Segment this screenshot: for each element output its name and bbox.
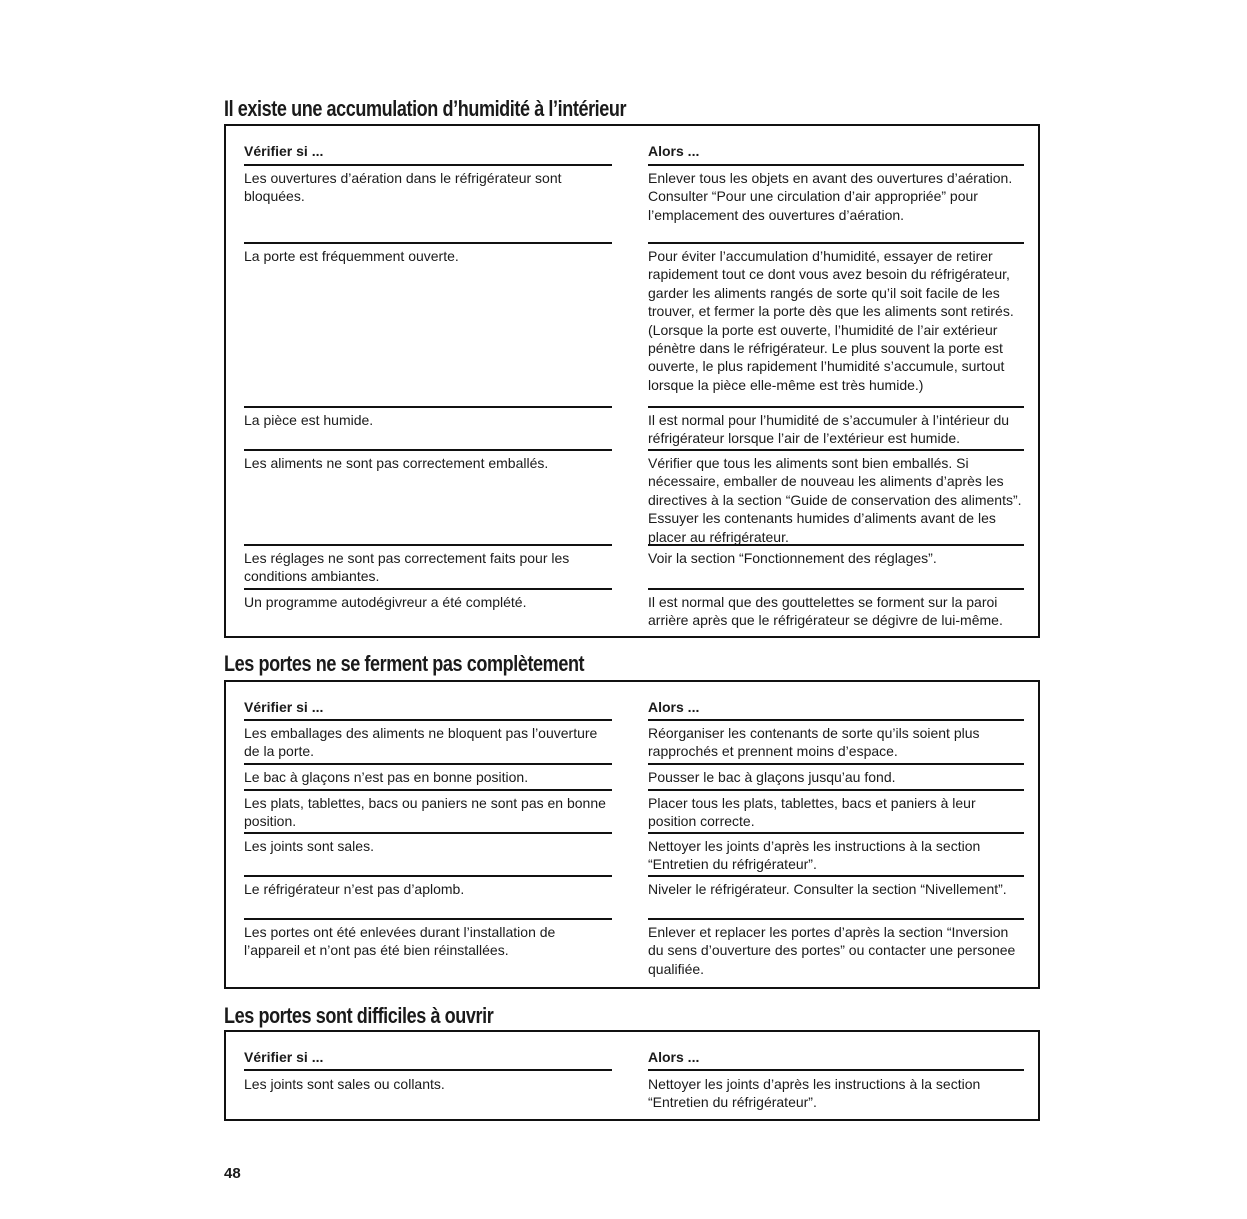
check-cell: Les joints sont sales ou collants.: [244, 1076, 445, 1092]
header-then: Alors ...: [648, 699, 700, 715]
section-title-doors-not-closing: Les portes ne se ferment pas complètement: [224, 651, 585, 676]
row-rule: [648, 242, 1024, 244]
row-rule: [648, 763, 1024, 765]
header-rule: [648, 164, 1024, 166]
row-rule: [244, 406, 612, 408]
then-cell: Nettoyer les joints d’après les instructions à la section “Entretien du réfrigérateur”.: [648, 1076, 981, 1111]
check-cell: Les ouvertures d’aération dans le réfrigérateur sont bloquées.: [244, 170, 562, 205]
check-cell: Les réglages ne sont pas correctement faits pour les conditions ambiantes.: [244, 550, 570, 585]
table-doors-hard-to-open: [224, 1030, 1040, 1121]
header-then: Alors ...: [648, 143, 700, 159]
row-rule: [648, 832, 1024, 834]
header-check: Vérifier si ...: [244, 143, 324, 159]
header-check: Vérifier si ...: [244, 699, 324, 715]
then-cell: Placer tous les plats, tablettes, bacs et paniers à leur position correcte.: [648, 795, 976, 830]
check-cell: La porte est fréquemment ouverte.: [244, 248, 459, 264]
then-cell: Nettoyer les joints d’après les instructions à la section “Entretien du réfrigérateur”.: [648, 838, 981, 873]
then-cell: Niveler le réfrigérateur. Consulter la section “Nivellement”.: [648, 881, 1007, 897]
section-title-doors-hard-to-open: Les portes sont difficiles à ouvrir: [224, 1003, 494, 1028]
header-rule: [244, 719, 612, 721]
header-rule: [648, 1069, 1024, 1071]
row-rule: [244, 588, 612, 590]
then-cell: Enlever tous les objets en avant des ouvertures d’aération. Consulter “Pour une circulation d’air appropriée” pour l’emplacement des ouvertures d’aération.: [648, 170, 1013, 223]
check-cell: Le réfrigérateur n’est pas d’aplomb.: [244, 881, 465, 897]
check-cell: Les plats, tablettes, bacs ou paniers ne sont pas en bonne position.: [244, 795, 606, 830]
check-cell: Le bac à glaçons n’est pas en bonne position.: [244, 769, 529, 785]
then-cell: Enlever et replacer les portes d’après la section “Inversion du sens d’ouverture des portes” ou contacter une personee qualifiée.: [648, 924, 1016, 977]
header-then: Alors ...: [648, 1049, 700, 1065]
row-rule: [244, 544, 612, 546]
row-rule: [244, 763, 612, 765]
page-number: 48: [224, 1165, 241, 1182]
table-doors-not-closing: [224, 680, 1040, 989]
table-humidity: [224, 124, 1040, 638]
then-cell: Il est normal pour l’humidité de s’accumuler à l’intérieur du réfrigérateur lorsque l’air de l’extérieur est humide.: [648, 412, 1010, 447]
then-cell: Pour éviter l’accumulation d’humidité, essayer de retirer rapidement tout ce dont vous avez besoin du réfrigérateur, garder les aliments rangés de sorte qu’il soit facile de les trouver, et fermer la porte dès que les aliments sont retirés. (Lorsque la porte est ouverte, l’humidité de l’air extérieur pénètre dans le réfrigérateur. Le plus souvent la porte est ouverte, le plus rapidement l’humidité s’accumule, surtout lorsque la pièce elle-même est très humide.): [648, 248, 1014, 393]
row-rule: [648, 406, 1024, 408]
row-rule: [648, 875, 1024, 877]
row-rule: [648, 588, 1024, 590]
header-rule: [244, 1069, 612, 1071]
then-cell: Réorganiser les contenants de sorte qu’ils soient plus rapprochés et prennent moins d’espace.: [648, 725, 980, 760]
header-rule: [648, 719, 1024, 721]
header-rule: [244, 164, 612, 166]
check-cell: La pièce est humide.: [244, 412, 374, 428]
row-rule: [648, 789, 1024, 791]
row-rule: [648, 449, 1024, 451]
then-cell: Il est normal que des gouttelettes se forment sur la paroi arrière après que le réfrigérateur se dégivre de lui-même.: [648, 594, 1003, 629]
check-cell: Un programme autodégivreur a été complété.: [244, 594, 527, 610]
check-cell: Les aliments ne sont pas correctement emballés.: [244, 455, 549, 471]
row-rule: [244, 918, 612, 920]
row-rule: [648, 544, 1024, 546]
header-check: Vérifier si ...: [244, 1049, 324, 1065]
then-cell: Voir la section “Fonctionnement des réglages”.: [648, 550, 937, 566]
check-cell: Les joints sont sales.: [244, 838, 374, 854]
row-rule: [648, 918, 1024, 920]
then-cell: Pousser le bac à glaçons jusqu’au fond.: [648, 769, 896, 785]
then-cell: Vérifier que tous les aliments sont bien emballés. Si nécessaire, emballer de nouveau les aliments d’après les directives à la section “Guide de conservation des aliments”. Essuyer les contenants humides d’aliments avant de les placer au réfrigérateur.: [648, 455, 1022, 545]
section-title-humidity: Il existe une accumulation d’humidité à l’intérieur: [224, 96, 627, 121]
row-rule: [244, 789, 612, 791]
check-cell: Les emballages des aliments ne bloquent pas l’ouverture de la porte.: [244, 725, 598, 760]
row-rule: [244, 449, 612, 451]
row-rule: [244, 242, 612, 244]
check-cell: Les portes ont été enlevées durant l’installation de l’appareil et n’ont pas été bien réinstallées.: [244, 924, 556, 959]
row-rule: [244, 832, 612, 834]
row-rule: [244, 875, 612, 877]
